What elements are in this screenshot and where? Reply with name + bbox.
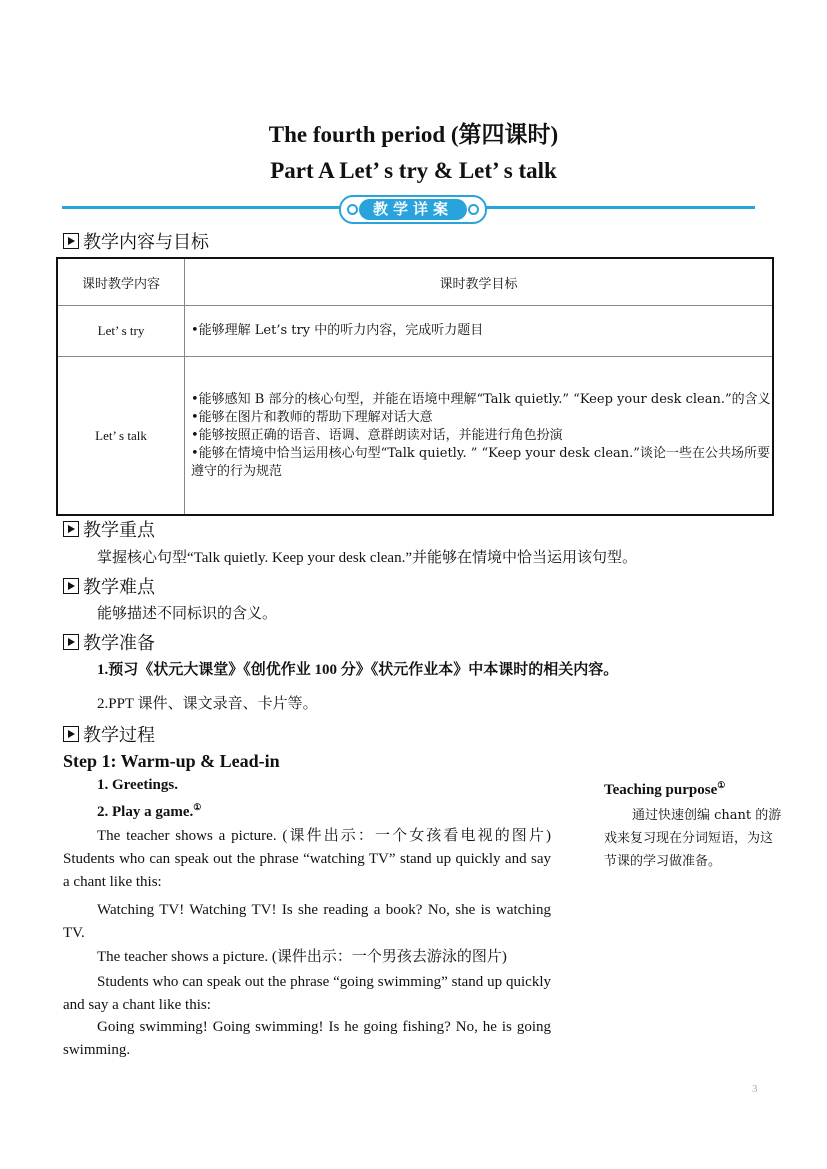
sidebar-mark: ① [717,780,726,790]
preparation-item-1: 1.预习《状元大课堂》《创优作业 100 分》《状元作业本》中本课时的相关内容。 [97,662,619,678]
section-banner [339,195,487,224]
paragraph: The teacher shows a picture. (课件出示：一个男孩去游泳的图片) [97,949,507,965]
heading-objectives: 教学内容与目标 [63,228,209,254]
table-cell-goals [185,306,774,357]
paragraph: Going swimming! Going swimming! Is he going fishing? No, he is going swimming. [63,1019,551,1058]
difficulties-text: 能够描述不同标识的含义。 [97,606,278,622]
goal-item: •能够感知 B 部分的核心句型，并能在语境中理解“Talk quietly.” “Keep your desk clean.”的含义 [191,391,771,407]
sidebar-title: Teaching purpose① [604,780,726,798]
table-cell-content: Let’ s try [57,306,185,357]
paragraph: The teacher shows a picture. (课件出示：一个女孩看电视的图片) Students who can speak out the phrase “watching TV” stand up quickly and say a chant like this: [63,828,551,890]
preparation-item-2: 2.PPT 课件、课文录音、卡片等。 [97,696,318,712]
key-points-text: 掌握核心句型“Talk quietly. Keep your desk clean.”并能够在情境中恰当运用该句型。 [97,550,637,566]
banner-dot-right [468,204,479,215]
heading-key-points: 教学重点 [63,516,155,542]
footnote-mark: ① [193,802,202,812]
step-item-game: 2. Play a game.① [97,802,202,820]
play-icon [63,634,79,650]
table-header-row [57,258,773,306]
sidebar-text: 通过快速创编 chant 的游戏来复习现在分词短语，为这节课的学习做准备。 [604,808,782,869]
goal-item: •能够在情境中恰当运用核心句型“Talk quietly. ” “Keep your desk clean.”谈论一些在公共场所要遵守的行为规范 [191,445,770,479]
paragraph: Watching TV! Watching TV! Is she reading a book? No, she is watching TV. [63,902,551,941]
play-icon [63,726,79,742]
goal-item: •能够在图片和教师的帮助下理解对话大意 [191,409,433,425]
page-subtitle: Part A Let’ s try & Let’ s talk [270,158,557,183]
heading-preparation: 教学准备 [63,629,155,655]
table-row [57,306,773,357]
play-icon [63,521,79,537]
step-item-greetings: 1. Greetings. [97,777,178,793]
objectives-table [56,257,774,516]
table-cell-goals [185,357,774,516]
banner-label: 教学详案 [359,199,467,220]
goal-item: •能够理解 Let’s try 中的听力内容，完成听力题目 [191,323,484,338]
table-header-goals: 课时教学目标 [185,258,774,306]
goal-item: •能够按照正确的语音、语调、意群朗读对话，并能进行角色扮演 [191,427,563,443]
table-cell-content: Let’ s talk [57,357,185,516]
heading-difficulties: 教学难点 [63,573,155,599]
table-row [57,357,773,516]
play-icon [63,233,79,249]
paragraph: Students who can speak out the phrase “going swimming” stand up quickly and say a chant like this: [63,974,551,1013]
banner-dot-left [347,204,358,215]
step-1-title: Step 1: Warm-up & Lead-in [63,751,280,771]
heading-process: 教学过程 [63,721,155,747]
play-icon [63,578,79,594]
page-number: 3 [752,1083,758,1095]
page-title: The fourth period (第四课时) [268,122,559,147]
table-header-content: 课时教学内容 [57,258,185,306]
